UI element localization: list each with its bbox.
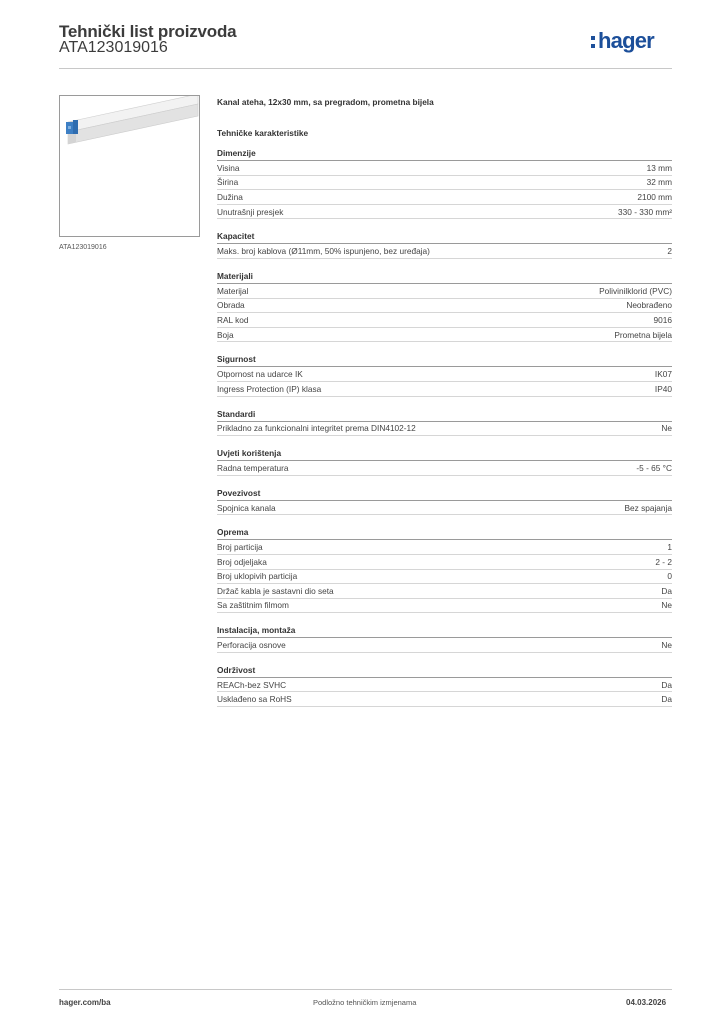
spec-label: Broj odjeljaka xyxy=(217,556,267,567)
spec-row xyxy=(217,161,672,176)
spec-label: Broj uklopivih particija xyxy=(217,571,298,582)
spec-label: Boja xyxy=(217,329,234,340)
section-title: Uvjeti korištenja xyxy=(217,446,672,461)
spec-row xyxy=(217,638,672,653)
spec-label: Radna temperatura xyxy=(217,462,289,473)
spec-row xyxy=(217,461,672,476)
spec-sections xyxy=(217,146,672,707)
product-image xyxy=(59,95,200,237)
spec-value: Neobrađeno xyxy=(626,300,672,311)
spec-row xyxy=(217,570,672,585)
spec-row xyxy=(217,678,672,693)
footer-divider xyxy=(59,989,672,990)
section-title: Povezivost xyxy=(217,486,672,501)
spec-value: Prometna bijela xyxy=(614,329,672,340)
section-title: Instalacija, montaža xyxy=(217,623,672,638)
spec-value: 2 xyxy=(667,246,672,257)
spec-label: Maks. broj kablova (Ø11mm, 50% ispunjeno, bez uređaja) xyxy=(217,246,430,257)
spec-row xyxy=(217,244,672,259)
footer-website-link[interactable]: hager.com/ba xyxy=(59,998,111,1007)
spec-row xyxy=(217,205,672,220)
section-title: Materijali xyxy=(217,269,672,284)
spec-row xyxy=(217,313,672,328)
section-title: Kapacitet xyxy=(217,229,672,244)
spec-value: 13 mm xyxy=(646,162,672,173)
product-title: Kanal ateha, 12x30 mm, sa pregradom, prometna bijela xyxy=(217,97,434,107)
spec-row xyxy=(217,584,672,599)
spec-value: 1 xyxy=(667,542,672,553)
spec-label: Otpornost na udarce IK xyxy=(217,369,303,380)
spec-value: Bez spajanja xyxy=(624,502,672,513)
spec-panel xyxy=(217,95,672,707)
spec-value: Da xyxy=(661,679,672,690)
spec-row xyxy=(217,599,672,614)
spec-section xyxy=(217,146,672,219)
spec-label: Broj particija xyxy=(217,542,263,553)
spec-row xyxy=(217,190,672,205)
spec-label: Usklađeno sa RoHS xyxy=(217,694,292,705)
footer-date: 04.03.2026 xyxy=(626,998,667,1007)
section-title: Standardi xyxy=(217,407,672,422)
logo-text: hager xyxy=(598,28,654,53)
spec-label: Obrada xyxy=(217,300,245,311)
spec-section xyxy=(217,352,672,396)
product-code: ATA123019016 xyxy=(59,39,168,56)
characteristics-heading: Tehničke karakteristike xyxy=(217,128,309,138)
spec-section xyxy=(217,623,672,653)
spec-value: 32 mm xyxy=(646,177,672,188)
hager-logo[interactable] xyxy=(591,27,654,55)
spec-row xyxy=(217,382,672,397)
document-title: Tehnički list proizvoda xyxy=(59,22,237,41)
spec-value: Da xyxy=(661,694,672,705)
header-divider xyxy=(59,68,672,69)
spec-row xyxy=(217,367,672,382)
spec-label: Perforacija osnove xyxy=(217,640,286,651)
section-title: Oprema xyxy=(217,525,672,540)
spec-label: Sa zaštitnim filmom xyxy=(217,600,289,611)
spec-label: Visina xyxy=(217,162,240,173)
spec-section xyxy=(217,269,672,342)
spec-label: Dužina xyxy=(217,191,243,202)
spec-value: Da xyxy=(661,585,672,596)
spec-value: -5 - 65 °C xyxy=(636,462,672,473)
spec-row xyxy=(217,176,672,191)
section-title: Dimenzije xyxy=(217,146,672,161)
spec-label: Držač kabla je sastavni dio seta xyxy=(217,585,334,596)
spec-section xyxy=(217,446,672,476)
spec-value: 2 - 2 xyxy=(655,556,672,567)
spec-value: Ne xyxy=(661,423,672,434)
spec-label: Prikladno za funkcionalni integritet prema DIN4102-12 xyxy=(217,423,416,434)
footer-notice: Podložno tehničkim izmjenama xyxy=(313,998,417,1007)
image-caption: ATA123019016 xyxy=(59,244,107,251)
spec-label: Spojnica kanala xyxy=(217,502,276,513)
spec-value: 330 - 330 mm² xyxy=(618,206,672,217)
spec-label: RAL kod xyxy=(217,314,249,325)
spec-value: IP40 xyxy=(654,383,672,394)
spec-value: 2100 mm xyxy=(637,191,672,202)
spec-value: Ne xyxy=(661,640,672,651)
spec-section xyxy=(217,229,672,259)
spec-value: IK07 xyxy=(654,369,672,380)
spec-label: Materijal xyxy=(217,285,249,296)
spec-value: 0 xyxy=(667,571,672,582)
spec-value: 9016 xyxy=(653,314,672,325)
spec-section xyxy=(217,486,672,516)
spec-section xyxy=(217,525,672,613)
spec-label: Širina xyxy=(217,177,239,188)
section-title: Sigurnost xyxy=(217,352,672,367)
spec-row xyxy=(217,284,672,299)
spec-label: Unutrašnji presjek xyxy=(217,206,284,217)
spec-section xyxy=(217,407,672,437)
spec-label: Ingress Protection (IP) klasa xyxy=(217,383,322,394)
spec-section xyxy=(217,663,672,707)
spec-row xyxy=(217,555,672,570)
spec-row xyxy=(217,540,672,555)
logo-colon-icon xyxy=(591,36,595,48)
spec-row xyxy=(217,692,672,707)
spec-row xyxy=(217,422,672,437)
spec-row xyxy=(217,328,672,343)
section-title: Održivost xyxy=(217,663,672,678)
cable-channel-illustration xyxy=(60,96,199,236)
spec-value: Ne xyxy=(661,600,672,611)
spec-row xyxy=(217,299,672,314)
spec-row xyxy=(217,501,672,516)
spec-value: Polivinilklorid (PVC) xyxy=(599,285,672,296)
spec-label: REACh-bez SVHC xyxy=(217,679,287,690)
